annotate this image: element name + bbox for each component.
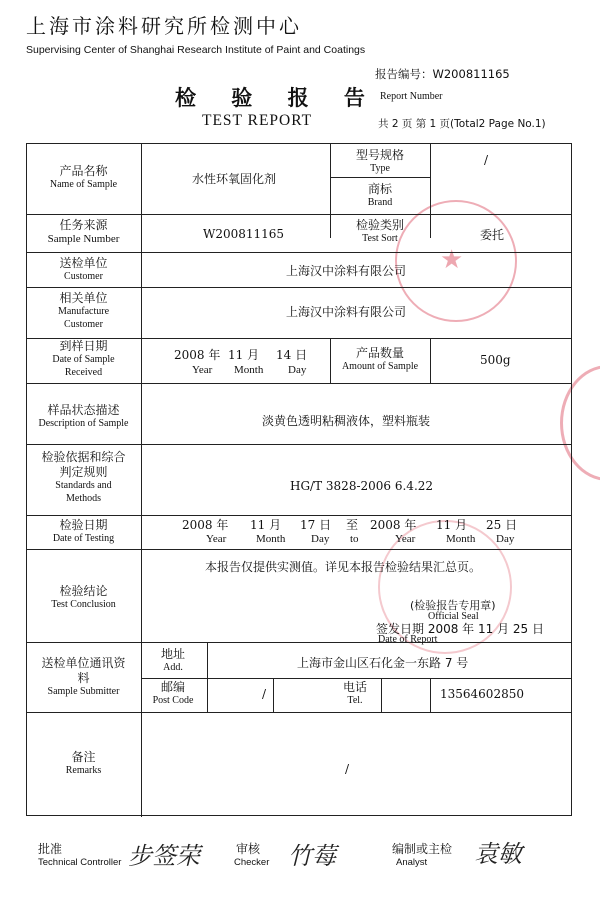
date-testing-month2-en: Month — [446, 533, 476, 545]
label-type: 型号规格 Type — [355, 148, 404, 174]
date-testing-end-day: 25 日 — [486, 518, 518, 532]
label-date-received: 到样日期 Date of Sample Received — [52, 339, 115, 378]
title-cn: 检 验 报 告 — [175, 86, 379, 110]
footer-approve-label: 批准 — [38, 842, 63, 856]
value-address: 上海市金山区石化金一东路 7 号 — [297, 656, 469, 670]
table-divider — [27, 549, 571, 550]
date-testing-end-year: 2008 年 — [370, 518, 417, 532]
seal-star-icon: ★ — [440, 245, 464, 275]
footer-analyst-label: 编制或主检 — [392, 842, 453, 856]
table-divider — [27, 214, 571, 215]
table-divider — [27, 444, 571, 445]
footer-analyst-en: Analyst — [396, 857, 428, 868]
value-remarks: / — [345, 762, 350, 776]
table-divider — [141, 712, 142, 817]
value-standards: HG/T 3828-2006 6.4.22 — [290, 479, 434, 493]
date-testing-month-en: Month — [256, 533, 286, 545]
table-divider — [430, 144, 431, 238]
date-testing-day-en: Day — [311, 533, 330, 545]
signature-analyst: 袁敏 — [474, 840, 522, 868]
date-received-month-en: Month — [234, 364, 264, 376]
label-tel: 电话 Tel. — [342, 680, 367, 706]
value-type: / — [484, 153, 489, 167]
table-divider — [207, 642, 208, 712]
table-divider — [430, 678, 431, 712]
report-number: 报告编号：W200811165 — [375, 67, 510, 81]
value-tel: 13564602850 — [440, 687, 524, 701]
label-sample-name: 产品名称 Name of Sample — [49, 164, 118, 190]
label-date-testing: 检验日期 Date of Testing — [52, 518, 115, 544]
signature-approver: 步签荣 — [128, 842, 200, 870]
label-amount: 产品数量 Amount of Sample — [341, 346, 419, 372]
table-divider — [381, 678, 382, 712]
label-conclusion: 检验结论 Test Conclusion — [51, 584, 116, 610]
date-testing-start-year: 2008 年 — [182, 518, 229, 532]
value-manufacture: 上海汉中涂料有限公司 — [286, 305, 407, 319]
label-submitter: 送检单位通讯资 料 Sample Submitter — [41, 656, 126, 697]
org-name-en: Supervising Center of Shanghai Research Institute of Paint and Coatings — [26, 44, 366, 56]
date-testing-end-month: 11 月 — [436, 518, 468, 532]
label-test-sort: 检验类别 Test Sort — [355, 218, 404, 244]
date-testing-year-en: Year — [206, 533, 227, 545]
label-customer: 送检单位 Customer — [59, 256, 108, 282]
label-standards: 检验依据和综合 判定规则 Standards and Methods — [41, 450, 126, 504]
table-divider — [141, 678, 571, 679]
footer-checker-en: Checker — [234, 857, 270, 868]
table-divider — [27, 383, 571, 384]
conclusion-issue-date: 签发日期 2008 年 11 月 25 日 — [376, 622, 544, 636]
label-description: 样品状态描述 Description of Sample — [38, 403, 129, 429]
date-received-day: 14 日 — [276, 348, 308, 362]
conclusion-issue-en: Date of Report — [378, 634, 438, 645]
footer-approve-en: Technical Controller — [38, 857, 122, 868]
title-en: TEST REPORT — [202, 112, 313, 129]
label-manufacture: 相关单位 Manufacture Customer — [57, 291, 110, 330]
date-received-day-en: Day — [288, 364, 307, 376]
table-divider — [430, 338, 431, 383]
table-divider — [141, 144, 142, 642]
date-received-year: 2008 年 — [174, 348, 221, 362]
conclusion-text: 本报告仅提供实测值。详见本报告检验结果汇总页。 — [205, 560, 482, 574]
date-testing-to: 至 — [346, 518, 359, 532]
value-amount: 500g — [480, 353, 511, 367]
date-testing-start-day: 17 日 — [300, 518, 332, 532]
value-description: 淡黄色透明粘稠液体，塑料瓶装 — [262, 414, 431, 428]
date-received-year-en: Year — [192, 364, 213, 376]
value-sample-name: 水性环氧固化剂 — [192, 172, 277, 186]
date-testing-start-month: 11 月 — [250, 518, 282, 532]
table-divider — [330, 177, 430, 178]
conclusion-seal-en: Official Seal — [428, 611, 479, 622]
date-testing-year2-en: Year — [395, 533, 416, 545]
label-post-code: 邮编 Post Code — [152, 680, 194, 706]
date-testing-day2-en: Day — [496, 533, 515, 545]
footer-checker-label: 审核 — [236, 842, 261, 856]
date-testing-to-en: to — [350, 533, 359, 545]
signature-checker: 竹莓 — [288, 842, 336, 870]
date-received-month: 11 月 — [228, 348, 260, 362]
value-test-sort: 委托 — [480, 228, 505, 242]
label-brand: 商标 Brand — [367, 182, 393, 208]
table-divider — [27, 642, 571, 643]
value-post-code: / — [262, 687, 267, 701]
table-divider — [27, 287, 571, 288]
table-divider — [27, 252, 571, 253]
label-remarks: 备注 Remarks — [65, 750, 102, 776]
value-sample-number: W200811165 — [203, 227, 285, 241]
table-divider — [27, 712, 571, 713]
label-address: 地址 Add. — [160, 647, 185, 673]
conclusion-seal-note: (检验报告专用章) — [410, 599, 496, 612]
table-divider — [273, 678, 274, 712]
report-number-label: Report Number — [380, 91, 443, 102]
org-name-cn: 上海市涂料研究所检测中心 — [26, 14, 302, 38]
value-customer: 上海汉中涂料有限公司 — [286, 264, 407, 278]
label-sample-number: 任务来源 Sample Number — [47, 218, 120, 245]
page-info: 共 2 页 第 1 页(Total2 Page No.1) — [378, 118, 546, 130]
